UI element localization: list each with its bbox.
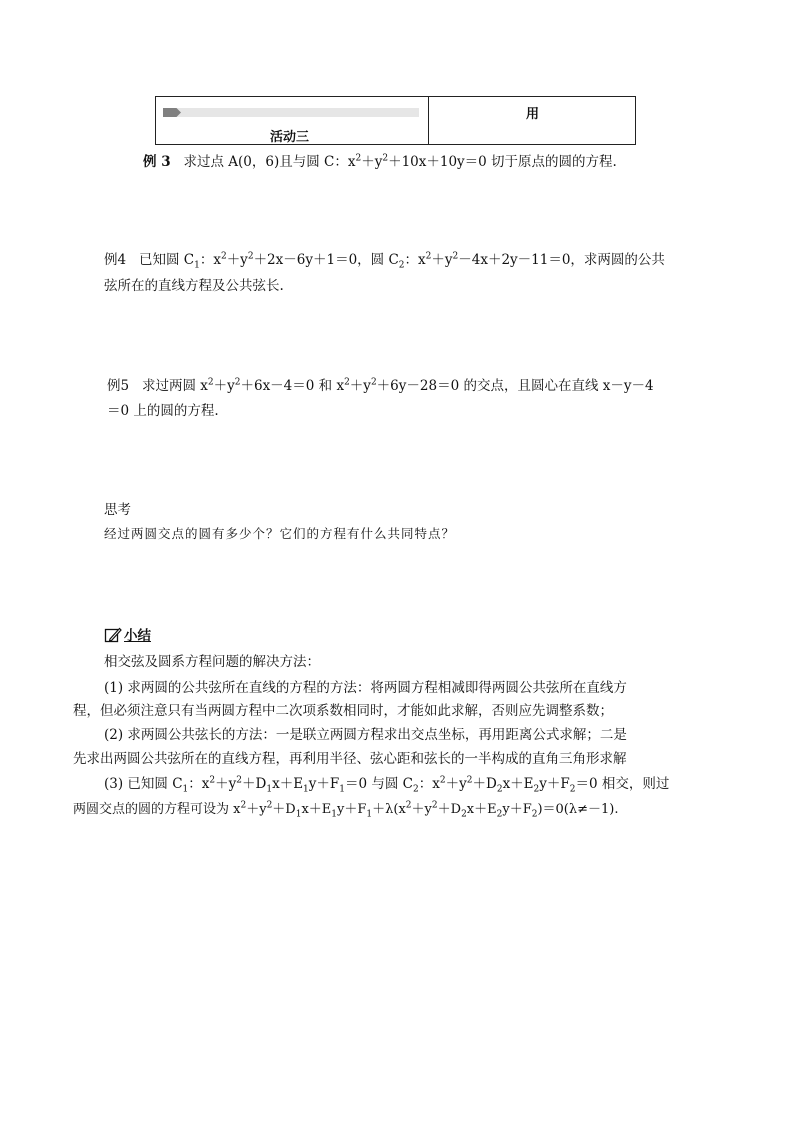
summary-intro: 相交弦及圆系方程问题的解决方法： (104, 654, 320, 670)
summary-item-2-line-1: (2) 求两圆公共弦长的方法：一是联立两圆方程求出交点坐标，再用距离公式求解；二是 (104, 727, 627, 743)
example-4-line-2: 弦所在的直线方程及公共弦长. (104, 278, 284, 294)
example-5-label: 例5 (107, 378, 130, 394)
activity-title: 活动三 (270, 130, 310, 145)
example-4-label: 例4 (104, 252, 127, 268)
example-5-line-2: ＝0 上的圆的方程. (107, 403, 219, 419)
summary-item-1-line-1: (1) 求两圆的公共弦所在直线的方程的方法：将两圆方程相减即得两圆公共弦所在直线方 (104, 680, 627, 696)
summary-item-3-line-1: (3) 已知圆 $C_1$：$x^2+y^2+D_1x+E_1y+F_1=0$ 与圆 $C_2$：$x^2+y^2+D_2x+E_2y+F_2=0$ 相交，则过 (104, 775, 670, 795)
example-3: 例 3 求过点 A(0，6)且与圆 C：$x^2+y^2+10x+10y=0$ 切于原点的圆的方程. (143, 153, 617, 170)
activity-banner-bar (163, 108, 419, 117)
summary-item-1-line-2: 程，但必须注意只有当两圆方程中二次项系数相同时，才能如此求解，否则应先调整系数； (73, 703, 613, 719)
example-4-line-1: 例4 已知圆 $C_1$：$x^2+y^2+2x-6y+1=0$，圆 $C_2$：$x^2+y^2-4x+2y-11=0$，求两圆的公共 (104, 251, 665, 271)
pencil-note-icon (104, 626, 122, 644)
think-heading: 思考 (104, 502, 131, 518)
think-question: 经过两圆交点的圆有多少个？它们的方程有什么共同特点？ (104, 526, 456, 541)
summary-item-3-line-2: 两圆交点的圆的方程可设为 $x^2+y^2+D_1x+E_1y+F_1+\lambda(x^2+y^2+D_2x+E_2y+F_2)=0(\lambda\ne-1)$. (73, 800, 619, 820)
example-3-label: 例 3 (143, 154, 171, 170)
example-5-line-1: 例5 求过两圆 $x^2+y^2+6x-4=0$ 和 $x^2+y^2+6y-28=0$ 的交点，且圆心在直线 x－y－4 (107, 377, 654, 394)
summary-item-2-line-2: 先求出两圆公共弦所在的直线方程，再利用半径、弦心距和弦长的一半构成的直角三角形求解 (73, 751, 627, 767)
activity-divider (428, 96, 429, 145)
activity-right-label: 用 (526, 107, 540, 122)
example-3-text-a: 求过点 A(0，6)且与圆 C：x (183, 154, 356, 170)
summary-title: 小结 (124, 628, 151, 644)
activity-header-box (155, 96, 636, 145)
